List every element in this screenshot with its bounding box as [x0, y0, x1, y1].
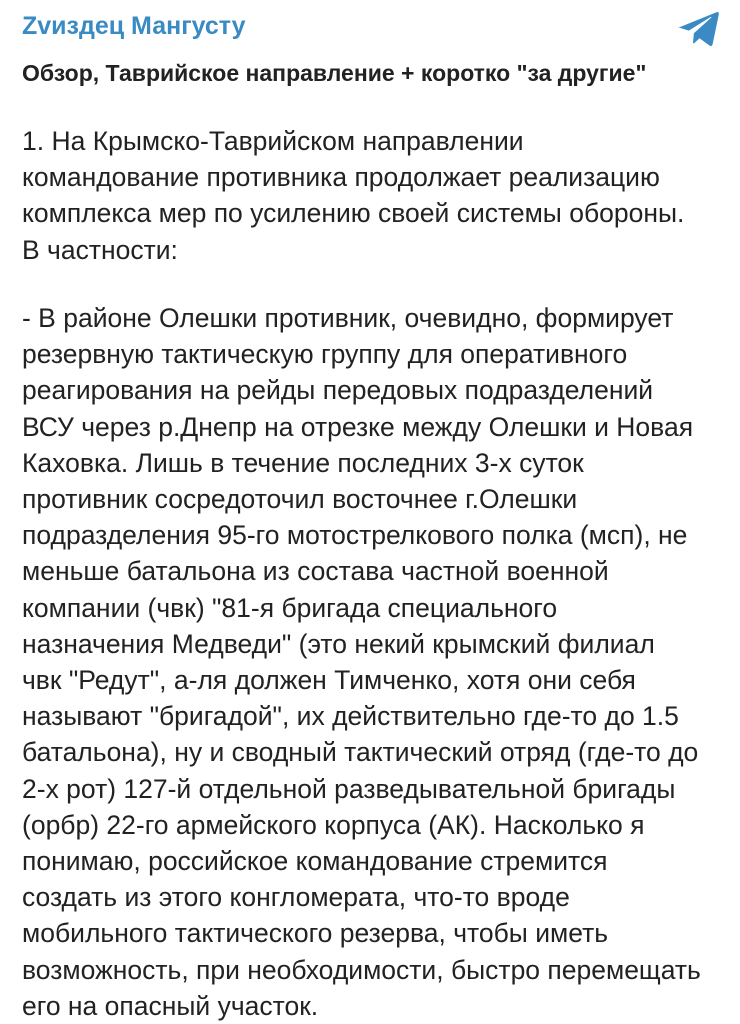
paragraph-line: называют "бригадой", их действительно где-то до 1.5	[22, 701, 679, 732]
paragraph-line: комплекса мер по усилению своей системы обороны.	[22, 198, 685, 229]
paragraph-line: понимаю, российское командование стремится	[22, 846, 608, 877]
paragraph-line: назначения Медведи" (это некий крымский филиал	[22, 628, 655, 659]
paragraph-line: создать из этого конгломерата, что-то вроде	[22, 882, 570, 913]
paragraph-line: его на опасный участок.	[22, 990, 319, 1021]
paragraph-line: батальона), ну и сводный тактический отряд (где-то до	[22, 737, 699, 768]
paragraph-line: 1. На Крымско-Таврийском направлении	[22, 126, 524, 156]
paragraph-line: реагирования на рейды передовых подразделений	[22, 375, 654, 406]
paragraph-line: возможность, при необходимости, быстро перемещать	[22, 954, 701, 985]
paragraph-line: (орбр) 22-го армейского корпуса (АК). Насколько я	[22, 809, 645, 840]
paragraph-line: меньше батальона из состава частной военной	[22, 556, 609, 587]
paragraph-line: 2-х рот) 127-й отдельной разведывательной бригады	[22, 773, 676, 804]
paragraph-1	[22, 123, 722, 268]
paragraph-line: ВСУ через р.Днепр на отрезке между Олешки и Новая	[22, 411, 694, 442]
paragraph-line: - В районе Олешки противник, очевидно, формирует	[22, 303, 674, 333]
paragraph-line: компании (чвк) "81-я бригада специального	[22, 592, 558, 623]
paragraph-2	[22, 300, 722, 1024]
paragraph-line: Каховка. Лишь в течение последних 3-х суток	[22, 447, 584, 478]
paragraph-line: В частности:	[22, 234, 178, 265]
paragraph-line: подразделения 95-го мотострелкового полка (мсп), не	[22, 520, 688, 551]
channel-name-link[interactable]: Zvиздец Мангусту	[22, 12, 246, 40]
paragraph-line: мобильного тактического резерва, чтобы иметь	[22, 918, 609, 949]
paragraph-line: противник сосредоточил восточнее г.Олешки	[22, 484, 578, 515]
paragraph-line: резервную тактическую группу для оперативного	[22, 339, 628, 370]
paragraph-line: чвк "Редут", а-ля должен Тимченко, хотя они себя	[22, 665, 636, 696]
telegram-icon[interactable]	[678, 10, 720, 48]
post-title: Обзор, Таврийское направление + коротко "за другие"	[22, 60, 647, 86]
paragraph-line: командование противника продолжает реализацию	[22, 162, 660, 193]
